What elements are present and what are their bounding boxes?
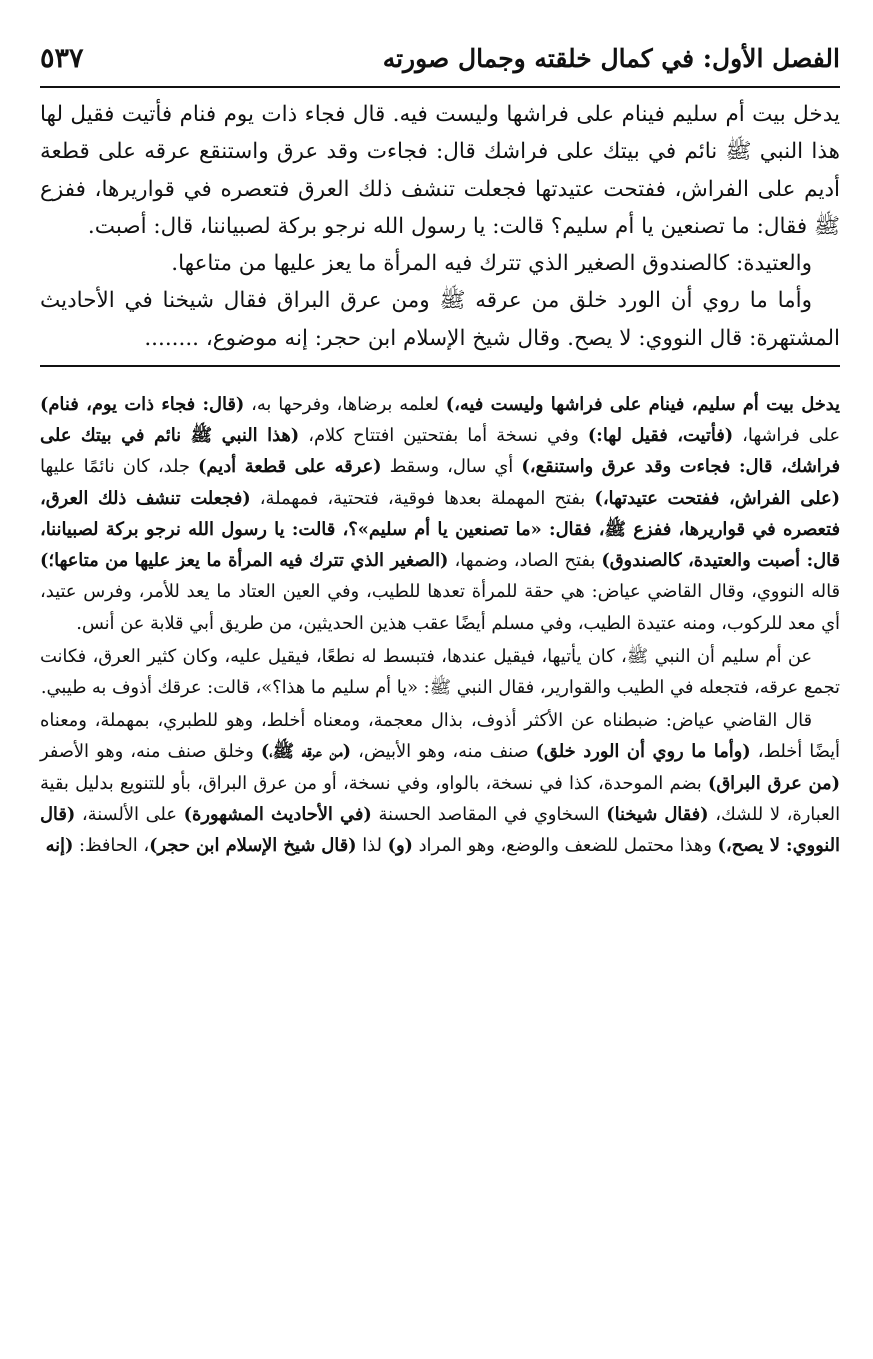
commentary-text-span: السخاوي في المقاصد الحسنة: [371, 803, 607, 825]
page-header: [40, 36, 840, 88]
commentary-text-span: صنف منه، وهو الأبيض،: [351, 741, 536, 763]
commentary-text-span: أي سال، وسقط: [381, 456, 522, 478]
quoted-text: (الصغير الذي تترك فيه المرأة ما يعز عليها من متاعها؛): [40, 550, 449, 572]
commentary-text-span: بضم الموحدة، كذا في نسخة، بالواو، وفي نسخة، أو من عرق البراق، بأو للتنويع بدليل بقية العبارة، لا للشك،: [40, 772, 841, 825]
section-divider: [40, 365, 840, 367]
commentary-text: [40, 389, 840, 861]
quoted-text: (هذا النبي ﷺ نائم في بيتك على فراشك، قال: فجاءت وقد عرق واستنقع،): [40, 425, 840, 478]
commentary-paragraph: عن أم سليم أن النبي ﷺ، كان يأتيها، فيقيل عندها، فتبسط له نطعًا، فيقيل عليه، وكان كثير العرق، فكانت تجمع عرقه، فتجعله في الطيب والقوارير، فقال النبي ﷺ: «يا أم سليم ما هذا؟»، قالت: عرقك أذوف به طيبي.: [40, 645, 840, 698]
commentary-text-span: ، الحافظ:: [73, 834, 150, 856]
commentary-text-span: وهذا محتمل للضعف والوضع، وهو المراد: [412, 834, 718, 856]
book-page: [40, 36, 840, 1336]
quoted-text: (قال النووي: لا يصح،): [40, 803, 840, 856]
commentary-text-span: على فراشها،: [733, 425, 841, 447]
main-paragraph: والعتيدة: كالصندوق الصغير الذي تترك فيه المرأة ما يعز عليها من متاعها.: [171, 251, 812, 277]
main-paragraph: يدخل بيت أم سليم فينام على فراشها وليست فيه. قال فجاء ذات يوم فنام فأتيت فقيل لها هذا النبي ﷺ نائم في بيتك على فراشك قال: فجاءت وقد عرق واستنقع عرقه على قطعة أديم على الفراش، ففتحت عتيدتها فجعلت تنشف ذلك العرق فتعصره في قواريرها، ففزع ﷺ فقال: ما تصنعين يا أم سليم؟ قالت: يا رسول الله نرجو بركة لصبياننا، قال: أصبت.: [40, 102, 840, 239]
commentary-text-span: على الألسنة،: [75, 803, 184, 825]
commentary-text-span: بفتح الصاد، وضمها،: [448, 550, 602, 572]
quoted-text: (إنه: [45, 834, 74, 856]
main-paragraph: وأما ما روي أن الورد خلق من عرقه ﷺ ومن عرق البراق فقال شيخنا في الأحاديث المشتهرة: قال النووي: لا يصح. وقال شيخ الإسلام ابن حجر: إنه موضوع، ........: [40, 288, 840, 351]
page-number: ٥٣٧: [40, 43, 84, 74]
quoted-text: (في الأحاديث المشهورة): [183, 803, 372, 825]
commentary-paragraph: [40, 705, 840, 861]
commentary-text-span: قال القاضي عياض: ضبطناه عن الأكثر أذوف، بذال معجمة، ومعناه أخلط، وهو للطبري، بمهملة، ومعناه أيضًا أخلط،: [40, 710, 840, 763]
commentary-text-span: وخلق صنف منه، وهو الأصفر: [40, 741, 261, 763]
commentary-paragraph: [40, 389, 840, 639]
quoted-text: (من عرقه ﷺ،): [260, 741, 352, 763]
quoted-text: (فجعلت تنشف ذلك العرق، فتعصره في قواريرها، ففزع ﷺ، فقال: «ما تصنعين يا أم سليم»؟، قالت: يا رسول الله نرجو بركة لصبياننا، قال: أصبت والعتيدة، كالصندوق): [40, 487, 840, 572]
quoted-text: (عرقه على قطعة أديم): [198, 456, 382, 478]
quoted-text: يدخل بيت أم سليم، فينام على فراشها وليست فيه،): [445, 394, 840, 416]
chapter-title: الفصل الأول: في كمال خلقته وجمال صورته: [382, 44, 840, 73]
main-text: [40, 96, 840, 357]
commentary-text-span: قاله النووي، وقال القاضي عياض: هي حقة للمرأة تعدها للطيب، وفي العين العتاد ما يعد للأمر، وفرس عتيد، أي معد للركوب، ومنه عتيدة الطيب، وفي مسلم أيضًا عقب هذين الحديثين، من طريق أبي قلابة عن أنس.: [40, 581, 840, 634]
quoted-text: (قال شيخ الإسلام ابن حجر): [149, 834, 357, 856]
commentary-text-span: بفتح المهملة بعدها فوقية، فتحتية، فمهملة،: [250, 487, 595, 509]
commentary-text-span: جلد، كان نائمًا عليها: [40, 456, 198, 478]
commentary-text-span: وفي نسخة أما بفتحتين افتتاح كلام،: [299, 425, 588, 447]
quoted-text: (من عرق البراق): [707, 772, 840, 794]
quoted-text: (قال: فجاء ذات يوم، فنام): [40, 394, 245, 416]
quoted-text: (و): [387, 834, 413, 856]
quoted-text: (على الفراش، ففتحت عتيدتها،): [594, 487, 841, 509]
commentary-text-span: لعلمه برضاها، وفرحها به،: [244, 394, 446, 416]
commentary-text-span: لذا: [356, 834, 388, 856]
quoted-text: (فأتيت، فقيل لها:): [587, 425, 734, 447]
quoted-text: (وأما ما روي أن الورد خلق): [535, 741, 751, 763]
quoted-text: (فقال شيخنا): [606, 803, 709, 825]
